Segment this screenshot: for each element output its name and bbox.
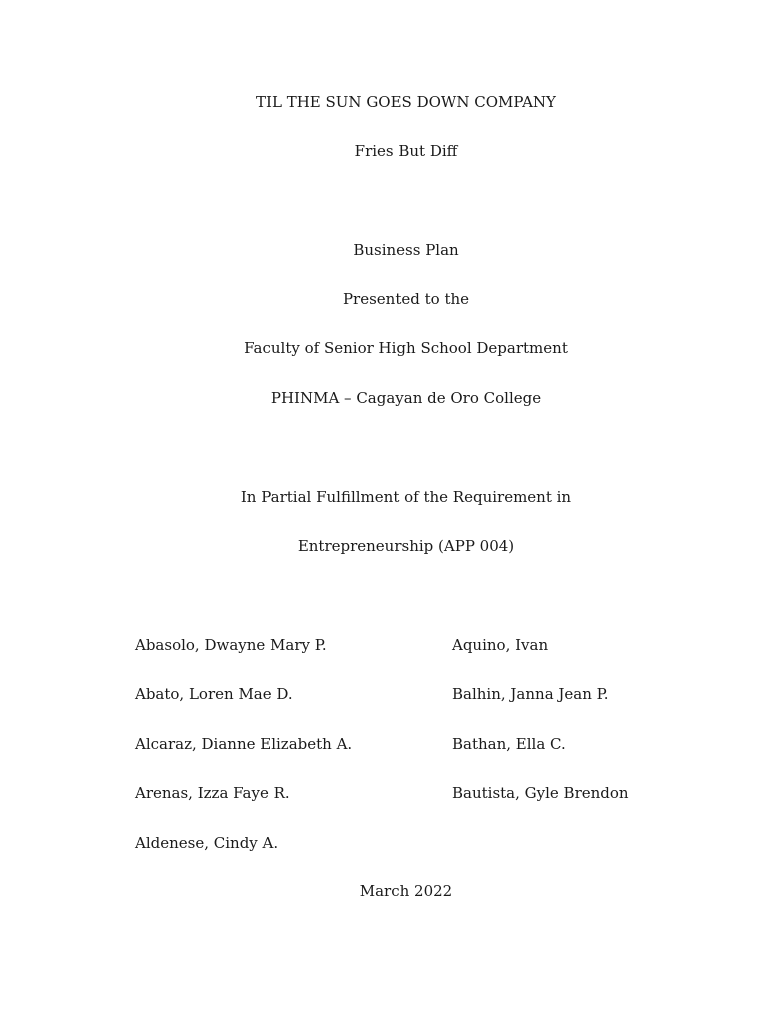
faculty-name: Faculty of Senior High School Department <box>244 339 568 357</box>
author-name: Balhin, Janna Jean P. <box>452 685 609 703</box>
author-name: Bathan, Ella C. <box>452 735 566 753</box>
company-name: TIL THE SUN GOES DOWN COMPANY <box>256 93 556 111</box>
document-type: Business Plan <box>353 241 459 259</box>
author-name: Bautista, Gyle Brendon <box>452 784 629 802</box>
fulfillment-line-2: Entrepreneurship (APP 004) <box>297 537 515 555</box>
author-name: Abasolo, Dwayne Mary P. <box>135 636 327 654</box>
product-name: Fries But Diff <box>354 142 458 160</box>
school-name: PHINMA – Cagayan de Oro College <box>270 389 542 407</box>
author-name: Arenas, Izza Faye R. <box>135 784 290 802</box>
presented-to: Presented to the <box>342 290 470 308</box>
author-name: Abato, Loren Mae D. <box>135 685 293 703</box>
fulfillment-line-1: In Partial Fulfillment of the Requirement in <box>240 488 572 506</box>
author-name: Aquino, Ivan <box>452 636 549 654</box>
author-name: Alcaraz, Dianne Elizabeth A. <box>135 735 353 753</box>
document-date: March 2022 <box>359 882 453 900</box>
author-name: Aldenese, Cindy A. <box>135 834 279 852</box>
